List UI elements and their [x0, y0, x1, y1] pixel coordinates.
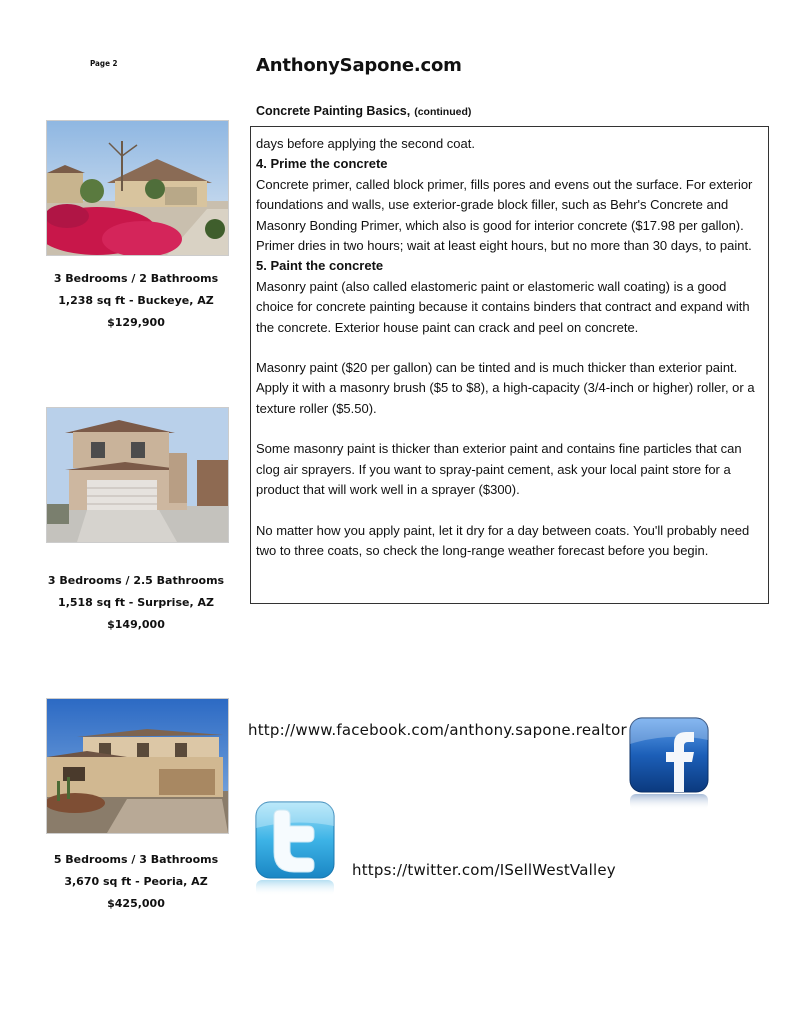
- listing-2-photo[interactable]: [46, 407, 229, 543]
- listing-1-photo[interactable]: [46, 120, 229, 256]
- page-number: Page 2: [90, 59, 118, 68]
- section-5-paragraph-2: Masonry paint ($20 per gallon) can be tinted and is much thicker than exterior paint. Apply it with a masonry brush ($5 to $8), a high-capacity (3/4-inch or higher) roller, or a texture roller ($5.50).: [256, 360, 755, 416]
- listing-3-details: [36, 849, 236, 915]
- listing-1-beds-baths: 3 Bedrooms / 2 Bathrooms: [53, 272, 219, 285]
- continued-label: (continued): [414, 106, 472, 118]
- listing-3-size-location: 3,670 sq ft - Peoria, AZ: [64, 875, 208, 888]
- article-title-text: Concrete Painting Basics,: [256, 104, 411, 118]
- section-5-paragraph-4: No matter how you apply paint, let it dry for a day between coats. You'll probably need two to three coats, so check the long-range weather forecast before you begin.: [256, 522, 750, 558]
- listing-3-photo[interactable]: [46, 698, 229, 834]
- article-box: [250, 126, 769, 604]
- facebook-icon[interactable]: [624, 714, 716, 814]
- listing-1-size-location: 1,238 sq ft - Buckeye, AZ: [58, 294, 214, 307]
- listing-2-price: $149,000: [107, 618, 165, 631]
- article-title: [256, 104, 471, 118]
- listing-2-beds-baths: 3 Bedrooms / 2.5 Bathrooms: [47, 574, 225, 587]
- listing-2-size-location: 1,518 sq ft - Surprise, AZ: [58, 596, 214, 609]
- section-5-heading: 5. Paint the concrete: [256, 258, 384, 274]
- section-4-body: Concrete primer, called block primer, fills pores and evens out the surface. For exterior foundations and walls, use exterior-grade block filler, such as Behr's Concrete and Masonry Bonding Primer, which also is good for interior concrete ($17.98 per gallon). Primer dries in two hours; wait at least eight hours, but no more than 30 days, to paint.: [256, 176, 753, 254]
- site-title: AnthonySapone.com: [256, 55, 462, 76]
- listing-1-price: $129,900: [107, 316, 165, 329]
- listing-3-beds-baths: 5 Bedrooms / 3 Bathrooms: [53, 853, 219, 866]
- section-5-paragraph-3: Some masonry paint is thicker than exterior paint and contains fine particles that can clog air sprayers. If you want to spray-paint cement, ask your local paint store for a product that will work well in a sprayer ($300).: [256, 441, 742, 498]
- twitter-link[interactable]: https://twitter.com/ISellWestValley: [352, 861, 616, 879]
- twitter-icon[interactable]: [250, 798, 342, 898]
- section-4-heading: 4. Prime the concrete: [256, 156, 388, 172]
- listing-2-details: [36, 570, 236, 636]
- article-intro: days before applying the second coat.: [256, 136, 475, 151]
- facebook-link[interactable]: http://www.facebook.com/anthony.sapone.realtor: [248, 721, 627, 739]
- listing-1-details: [36, 268, 236, 334]
- section-5-paragraph-1: Masonry paint (also called elastomeric paint or elastomeric wall coating) is a good choice for concrete painting because it contains binders that contract and expand with the concrete. Exterior house paint can crack and peel on concrete.: [256, 278, 750, 335]
- listing-3-price: $425,000: [107, 897, 165, 910]
